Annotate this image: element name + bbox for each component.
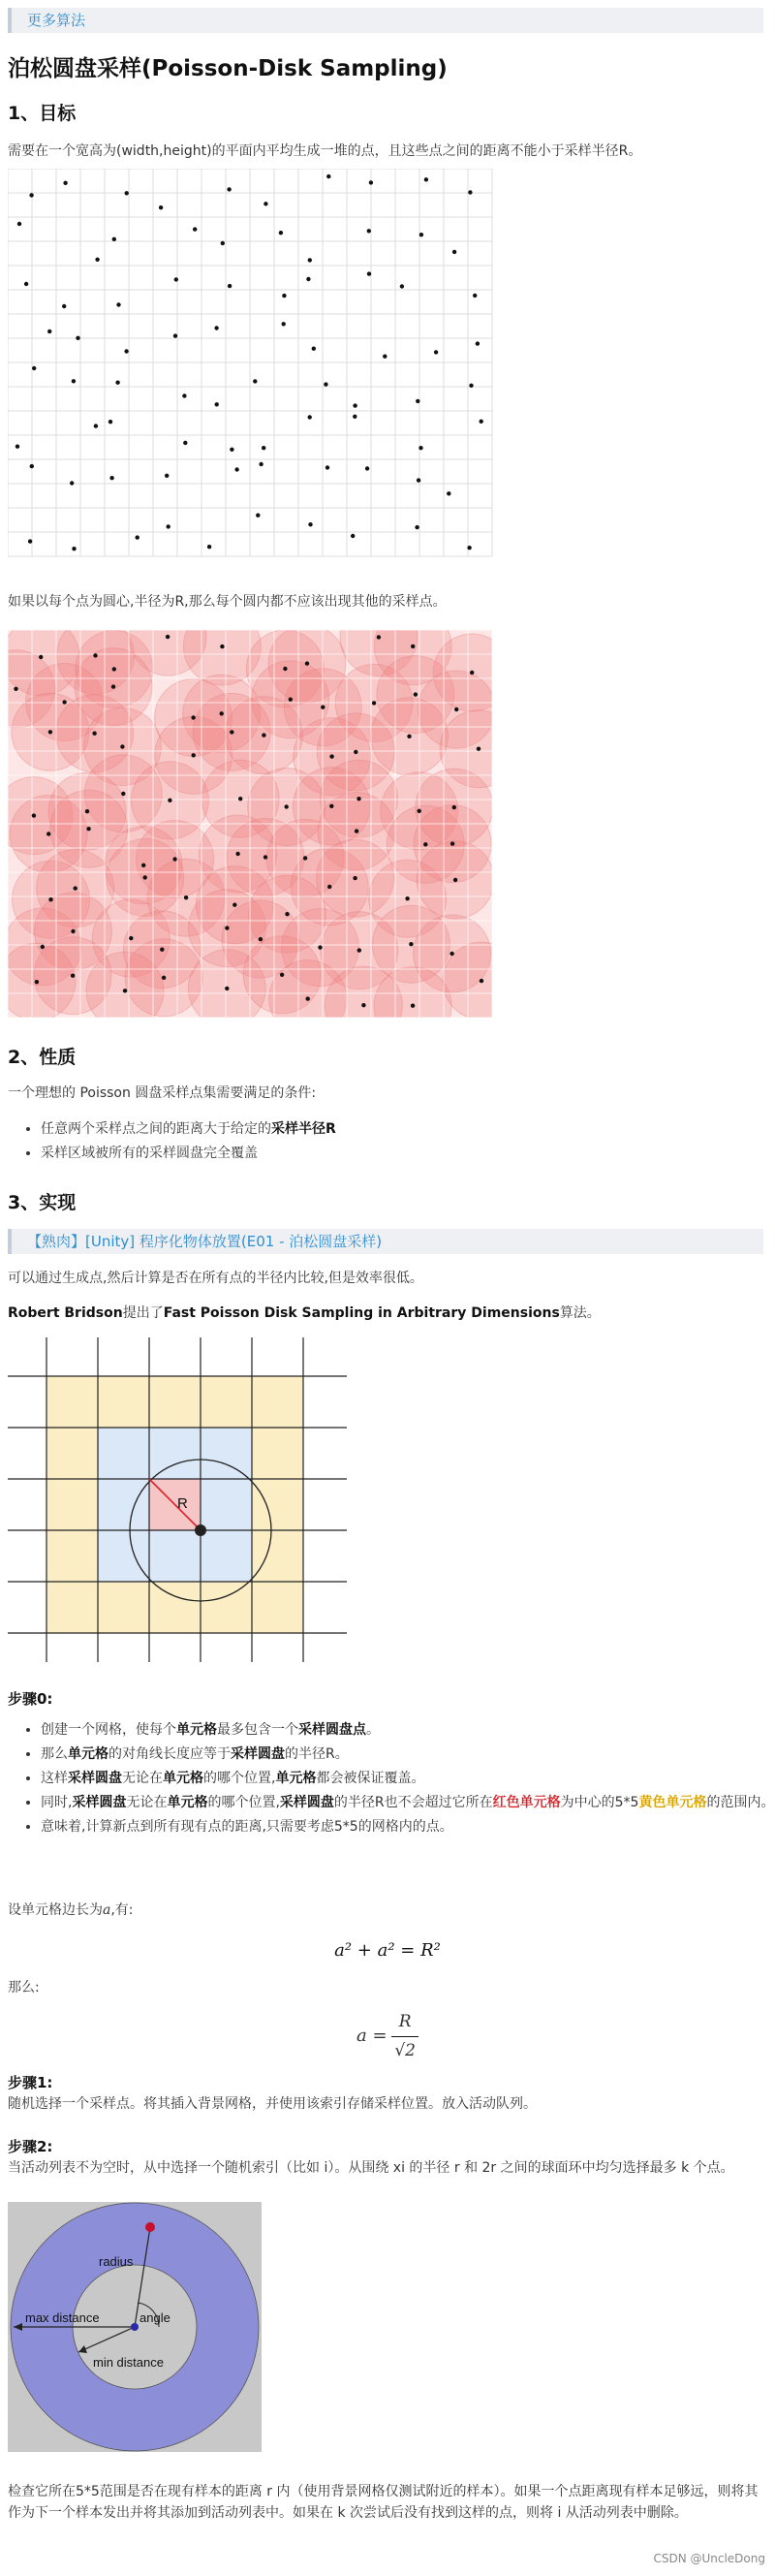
sample-point: [195, 1524, 206, 1536]
sample-point: [141, 864, 145, 867]
sample-point: [318, 945, 322, 949]
list-item: • 意味着,计算新点到所有现有点的距离,只需要考虑5*5的网格内的点。: [41, 1816, 775, 1838]
sample-point: [123, 989, 127, 992]
sample-point: [94, 424, 98, 427]
list-item: • 那么单元格的对角线长度应等于采样圆盘的半径R。: [41, 1744, 775, 1765]
sample-point: [407, 735, 411, 738]
sample-point: [143, 875, 147, 879]
sample-point: [70, 481, 74, 485]
sample-point: [108, 420, 112, 424]
sample-point: [321, 706, 325, 709]
sample-point: [182, 393, 186, 397]
sample-point: [279, 231, 283, 235]
sample-point: [450, 841, 454, 845]
sample-point: [473, 294, 477, 298]
sample-point: [262, 733, 265, 737]
sample-point: [74, 886, 78, 890]
sample-point: [351, 534, 355, 538]
sample-point: [324, 382, 327, 386]
sample-point: [329, 804, 333, 808]
sample-point: [285, 804, 289, 808]
max-distance-label: max distance: [25, 2310, 100, 2325]
sample-point: [173, 333, 177, 337]
sample-point: [183, 441, 187, 445]
list-item: • 任意两个采样点之间的距离大于给定的采样半径R: [41, 1118, 775, 1140]
sample-point: [86, 827, 90, 831]
sample-point: [353, 403, 356, 407]
sample-point: [369, 180, 373, 184]
sample-point: [167, 524, 170, 528]
sample-point: [400, 284, 404, 288]
sample-point: [353, 876, 356, 880]
sample-point: [125, 191, 129, 195]
candidate-point: [145, 2222, 155, 2232]
sample-point: [480, 420, 483, 424]
sample-point: [129, 936, 133, 940]
sample-point: [470, 671, 474, 675]
list-item: • 这样采样圆盘无论在单元格的哪个位置,单元格都会被保证覆盖。: [41, 1768, 775, 1789]
sample-point: [192, 753, 196, 757]
sample-point: [109, 476, 113, 480]
sample-point: [116, 302, 120, 306]
sample-point: [289, 698, 293, 702]
section-3-heading: 3、实现: [8, 1192, 77, 1213]
sample-point: [416, 399, 419, 403]
sample-point: [47, 330, 51, 333]
sample-point: [111, 684, 115, 688]
sample-point: [353, 415, 356, 419]
sample-point: [35, 980, 39, 984]
step-2-text: 当活动列表不为空时，从中选择一个随机索引（比如 i）。从围绕 xi 的半径 r 和 2r 之间的球面环中均匀选择最多 k 个点。: [8, 2160, 734, 2176]
sample-point: [306, 277, 310, 281]
sample-point: [308, 258, 312, 262]
min-distance-label: min distance: [93, 2355, 164, 2370]
sample-point: [424, 177, 428, 181]
sample-point: [283, 667, 287, 671]
sample-point: [264, 855, 267, 859]
sample-point: [162, 976, 166, 980]
sample-point: [124, 349, 128, 353]
sample-point: [232, 903, 236, 907]
sample-point: [312, 347, 316, 351]
sample-point: [215, 402, 219, 406]
step-1-text: 随机选择一个采样点。将其插入背景网格，并使用该索引存储采样位置。放入活动队列。: [8, 2096, 537, 2112]
sample-point: [72, 547, 76, 550]
sample-point: [71, 974, 75, 978]
sample-point: [29, 193, 33, 197]
sample-point: [72, 379, 76, 383]
sample-point: [354, 750, 357, 754]
sample-point: [452, 250, 456, 254]
sample-point: [383, 355, 387, 359]
sample-point: [469, 384, 473, 388]
sample-point: [168, 799, 171, 802]
sample-point: [14, 687, 17, 691]
sample-point: [234, 467, 238, 471]
sample-point: [30, 464, 34, 468]
sample-point: [367, 229, 371, 233]
cell-size-text: 设单元格边长为a,有:: [8, 1902, 134, 1918]
sample-point: [306, 996, 310, 1000]
section-3-text: 可以通过生成点,然后计算是否在所有点的半径内比较,但是效率很低。: [8, 1271, 423, 1286]
background-grid-figure: [8, 1337, 347, 1662]
sample-point: [326, 465, 329, 469]
bridson-text: Robert Bridson提出了Fast Poisson Disk Sampling in Arbitrary Dimensions算法。: [8, 1305, 601, 1321]
sample-point: [418, 446, 422, 450]
sample-point: [93, 653, 97, 657]
sample-point: [468, 190, 472, 194]
sample-point: [115, 381, 119, 385]
sample-point: [220, 711, 224, 715]
sample-point: [39, 655, 43, 659]
sample-point: [92, 732, 96, 736]
sample-point: [172, 857, 176, 861]
sample-point: [41, 945, 45, 949]
list-item: • 同时,采样圆盘无论在单元格的哪个位置,采样圆盘的半径R也不会超过它所在红色单元格为中心的5*5黄色单元格的范围内。: [41, 1792, 775, 1813]
equation-2: a = $\frac{R}{√2}$: [8, 2008, 767, 2065]
sample-point: [24, 282, 28, 286]
sample-point: [419, 233, 423, 236]
sample-point: [225, 987, 229, 990]
sample-point: [417, 478, 420, 482]
sample-point: [447, 491, 450, 495]
step-2-heading: 步骤2:: [8, 2138, 53, 2155]
sample-point: [409, 942, 413, 946]
sample-point: [230, 448, 233, 452]
sample-point: [308, 415, 312, 419]
sample-point: [160, 948, 164, 952]
sample-point: [405, 896, 409, 900]
sample-point: [238, 797, 242, 801]
sample-point: [230, 730, 233, 734]
sample-point: [326, 174, 330, 178]
sample-point: [356, 797, 360, 801]
sample-point: [253, 379, 257, 383]
sample-point: [453, 878, 457, 882]
sample-point: [95, 258, 99, 262]
sample-point: [282, 322, 286, 326]
sample-point: [414, 692, 418, 696]
grid-lines-1: [8, 169, 492, 556]
step-2-text-2: 检查它所在5*5范围是否在现有样本的距离 r 内（使用背景网格仅测试附近的样本）。如果一个点距离现有样本足够远，则将其作为下一个样本发出并将其添加到活动列表中。如果在 k 次尝试后没有找到这样的点，则将 i 从活动列表中删除。: [8, 2484, 759, 2521]
sample-point: [450, 952, 453, 956]
sample-point: [16, 445, 19, 449]
sample-point: [476, 341, 480, 345]
sample-point: [207, 545, 211, 549]
sample-point: [191, 715, 195, 719]
sample-point: [256, 514, 260, 518]
sample-point: [355, 829, 358, 832]
sample-point: [415, 525, 418, 529]
page-title: 泊松圆盘采样(Poisson-Disk Sampling): [8, 56, 448, 81]
sample-point: [262, 446, 265, 450]
sample-point: [17, 222, 21, 226]
sample-point: [264, 202, 267, 205]
section-1-heading: 1、目标: [8, 103, 77, 124]
list-item: • 创建一个网格，使每个单元格最多包含一个采样圆盘点。: [41, 1719, 775, 1741]
sample-point: [327, 885, 331, 889]
points-grid-figure: [8, 169, 502, 561]
sample-point: [225, 926, 229, 929]
sample-point: [303, 856, 307, 860]
sample-point: [193, 227, 197, 231]
sample-point: [120, 744, 124, 748]
sample-point: [48, 730, 52, 734]
sample-point: [305, 661, 309, 665]
sample-point: [85, 809, 89, 813]
section-1-text: 需要在一个宽高为(width,height)的平面内平均生成一堆的点，且这些点之间的距离不能小于采样半径R。: [8, 143, 642, 159]
sample-point: [477, 747, 480, 751]
sample-point: [377, 635, 381, 639]
sample-point: [418, 809, 421, 813]
sample-point: [32, 813, 36, 817]
step-1-heading: 步骤1:: [8, 2074, 53, 2091]
sample-point: [112, 237, 116, 241]
list-item: • 采样区域被所有的采样圆盘完全覆盖: [41, 1143, 775, 1164]
step-0-heading: 步骤0:: [8, 1690, 53, 1708]
r-label: R: [177, 1495, 188, 1512]
sample-point: [62, 700, 66, 704]
sample-point: [220, 644, 224, 648]
sample-point: [308, 522, 312, 526]
sample-point: [454, 707, 458, 711]
sample-point: [411, 644, 415, 648]
sample-point: [280, 973, 284, 977]
sample-point: [235, 852, 239, 856]
more-algorithms-link[interactable]: 更多算法: [8, 8, 763, 33]
sample-point: [423, 842, 427, 846]
sample-point: [63, 181, 67, 185]
sample-point: [214, 326, 218, 330]
sample-point: [329, 754, 333, 758]
sample-point: [136, 535, 140, 539]
section-2-intro: 一个理想的 Poisson 圆盘采样点集需要满足的条件:: [8, 1085, 317, 1101]
sample-point: [452, 805, 456, 809]
sample-point: [227, 187, 231, 191]
sample-point: [365, 466, 369, 470]
section-1-text-2: 如果以每个点为圆心,半径为R,那么每个圆内都不应该出现其他的采样点。: [8, 594, 447, 610]
sample-point: [367, 271, 371, 275]
sample-point: [361, 1003, 365, 1007]
center-point: [131, 2323, 139, 2331]
sample-point: [174, 277, 178, 281]
sample-point: [221, 241, 225, 245]
sample-point: [282, 294, 286, 298]
step-0-list: [21, 1719, 775, 1840]
sample-point: [71, 929, 75, 933]
sample-point: [165, 474, 169, 478]
sample-point: [76, 336, 79, 340]
sample-point: [285, 912, 289, 916]
radius-label: radius: [99, 2254, 134, 2269]
then-text: 那么:: [8, 1980, 40, 1995]
sample-point: [411, 1004, 415, 1008]
section-2-list: [21, 1118, 775, 1167]
sample-point: [228, 284, 232, 288]
sample-point: [357, 948, 361, 952]
sample-point: [166, 635, 170, 639]
sample-point: [62, 304, 66, 308]
sample-point: [121, 792, 125, 796]
sample-point: [159, 205, 163, 209]
disks-figure: [8, 630, 492, 1018]
sample-point: [372, 701, 376, 705]
sample-point: [32, 366, 36, 370]
sample-point: [184, 895, 188, 899]
sample-point: [434, 350, 438, 354]
sample-point: [48, 897, 52, 901]
sample-point: [112, 667, 116, 671]
fraction: $\frac{R}{√2}$: [391, 2008, 418, 2065]
sample-point: [46, 832, 50, 835]
equation-1: a² + a² = R²: [334, 1940, 441, 1961]
sample-point: [480, 979, 483, 983]
angle-label: angle: [140, 2310, 170, 2325]
sample-point: [28, 539, 32, 543]
sample-point: [259, 462, 263, 466]
sample-point: [259, 937, 263, 941]
annulus-figure: [8, 2202, 262, 2452]
unity-reference-link[interactable]: 【熟肉】[Unity] 程序化物体放置(E01 - 泊松圆盘采样): [8, 1229, 763, 1254]
grid-lines-2: [8, 630, 492, 1018]
csdn-watermark: CSDN @UncleDong: [653, 2551, 765, 2565]
section-2-heading: 2、性质: [8, 1047, 77, 1068]
sample-point: [467, 546, 471, 550]
